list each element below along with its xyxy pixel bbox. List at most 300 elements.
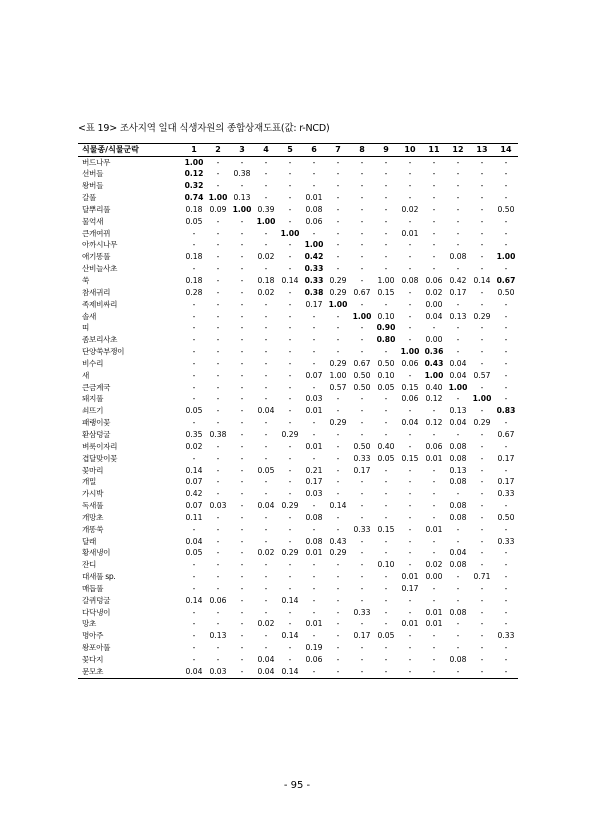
value-cell: - (504, 572, 508, 582)
value-cell: - (408, 370, 412, 380)
value-cell: - (504, 560, 508, 570)
value-cell: - (288, 358, 292, 368)
value-cell: - (240, 252, 244, 262)
value-cell: - (216, 489, 220, 499)
value-cell: - (480, 358, 484, 368)
value-cell: 0.83 (496, 406, 516, 416)
value-cell: 0.03 (305, 394, 323, 404)
value-cell: - (264, 382, 268, 392)
species-name-cell: 황새냉이 (82, 548, 111, 558)
value-cell: - (432, 228, 436, 238)
value-cell: - (288, 287, 292, 297)
value-cell: 0.29 (329, 548, 347, 558)
value-cell: - (360, 418, 364, 428)
value-cell: 0.14 (281, 276, 299, 285)
value-cell: - (360, 335, 364, 345)
value-cell: - (288, 335, 292, 345)
value-cell: - (216, 323, 220, 333)
value-cell: - (384, 607, 388, 617)
page-number: - 95 - (283, 780, 311, 791)
value-cell: - (350, 666, 374, 678)
table-body (78, 157, 518, 679)
value-cell: 0.04 (425, 311, 443, 321)
value-cell: 0.12 (184, 169, 204, 179)
value-cell: 0.01 (425, 453, 443, 463)
table-row (78, 311, 518, 323)
value-cell: - (384, 406, 388, 416)
value-cell: - (312, 595, 316, 605)
value-cell: - (480, 216, 484, 226)
species-name-cell: 패랭이꽃 (82, 418, 111, 428)
value-cell: 0.09 (209, 204, 227, 214)
value-cell: 0.06 (425, 441, 443, 451)
value-cell: - (216, 441, 220, 451)
value-cell: - (336, 216, 340, 226)
value-cell: - (288, 572, 292, 582)
value-cell: 0.18 (185, 276, 203, 285)
value-cell: 0.08 (449, 607, 467, 617)
value-cell: - (360, 323, 364, 333)
table-row (78, 157, 518, 169)
value-cell: - (288, 240, 292, 250)
column-header-3: 3 (230, 144, 254, 157)
value-cell: - (312, 453, 316, 463)
value-cell: - (408, 252, 412, 262)
value-cell: - (408, 299, 412, 309)
value-cell: 0.67 (496, 276, 516, 285)
value-cell: - (432, 583, 436, 593)
value-cell: 0.39 (257, 204, 275, 214)
value-cell: - (432, 489, 436, 499)
value-cell: 0.12 (425, 394, 443, 404)
value-cell: 0.06 (425, 276, 443, 285)
species-name-cell: 버드나무 (82, 157, 111, 167)
species-name-cell: 겹달맞이꽃 (82, 453, 118, 463)
value-cell: - (384, 477, 388, 487)
value-cell: - (264, 441, 268, 451)
value-cell: - (408, 607, 412, 617)
table-row (78, 536, 518, 548)
value-cell: - (240, 287, 244, 297)
table-row (78, 595, 518, 607)
value-cell: - (504, 240, 508, 250)
value-cell: - (240, 347, 244, 357)
value-cell: - (504, 358, 508, 368)
value-cell: - (240, 418, 244, 428)
value-cell: - (216, 607, 220, 617)
value-cell: 0.04 (257, 655, 275, 664)
value-cell: - (480, 323, 484, 333)
value-cell: 0.33 (353, 524, 371, 534)
value-cell: - (360, 276, 364, 285)
table-row (78, 418, 518, 430)
value-cell: - (432, 512, 436, 522)
table-row (78, 548, 518, 560)
value-cell: - (216, 536, 220, 546)
value-cell: - (456, 524, 460, 534)
value-cell: - (192, 358, 196, 368)
value-cell: - (240, 512, 244, 522)
value-cell: - (384, 572, 388, 582)
value-cell: - (240, 264, 244, 274)
value-cell: 0.02 (401, 204, 419, 214)
value-cell: 1.00 (208, 193, 228, 203)
value-cell: 0.67 (497, 429, 515, 439)
value-cell: - (264, 181, 268, 191)
species-name-cell: 대새풀 sp. (82, 572, 116, 582)
column-header-14: 14 (494, 144, 518, 157)
value-cell: 1.00 (352, 311, 372, 321)
value-cell: 0.01 (425, 524, 443, 534)
value-cell: - (408, 441, 412, 451)
value-cell: - (312, 631, 316, 641)
table-row (78, 252, 518, 264)
value-cell: 0.14 (185, 595, 203, 605)
value-cell: 0.06 (305, 655, 323, 664)
value-cell: 1.00 (496, 252, 516, 262)
value-cell: - (336, 560, 340, 570)
table-row (78, 169, 518, 181)
value-cell: - (480, 406, 484, 416)
table-row (78, 512, 518, 524)
value-cell: - (408, 655, 412, 664)
value-cell: - (360, 157, 364, 167)
value-cell: 0.04 (257, 501, 275, 511)
value-cell: - (360, 181, 364, 191)
value-cell: 1.00 (184, 157, 204, 167)
value-cell: - (312, 311, 316, 321)
value-cell: - (192, 643, 196, 653)
value-cell: - (240, 465, 244, 475)
value-cell: - (312, 157, 316, 167)
value-cell: - (408, 429, 412, 439)
value-cell: - (480, 619, 484, 629)
value-cell: 0.15 (401, 382, 419, 392)
value-cell: - (336, 406, 340, 416)
value-cell: - (216, 382, 220, 392)
value-cell: - (288, 299, 292, 309)
value-cell: 0.29 (473, 311, 491, 321)
value-cell: - (216, 276, 220, 285)
table-row (78, 193, 518, 205)
value-cell: - (264, 453, 268, 463)
value-cell: - (456, 204, 460, 214)
species-name-cell: 벼룩이자리 (82, 441, 118, 451)
value-cell: - (240, 560, 244, 570)
value-cell: - (216, 169, 220, 179)
value-cell: - (216, 216, 220, 226)
value-cell: 0.10 (377, 560, 395, 570)
table-row (78, 560, 518, 572)
value-cell: - (432, 548, 436, 558)
species-name-cell: 돼지풀 (82, 394, 104, 404)
value-cell: - (504, 193, 508, 203)
value-cell: - (240, 406, 244, 416)
value-cell: - (264, 347, 268, 357)
value-cell: - (504, 394, 508, 404)
value-cell: 0.35 (185, 429, 203, 439)
table-row (78, 583, 518, 595)
value-cell: - (264, 323, 268, 333)
value-cell: 0.10 (377, 370, 395, 380)
value-cell: 0.02 (185, 441, 203, 451)
value-cell: - (302, 666, 326, 678)
value-cell: - (336, 347, 340, 357)
value-cell: - (240, 370, 244, 380)
value-cell: - (360, 583, 364, 593)
value-cell: - (240, 276, 244, 285)
value-cell: 0.50 (353, 382, 371, 392)
value-cell: - (480, 287, 484, 297)
value-cell: - (288, 169, 292, 179)
value-cell: - (240, 181, 244, 191)
value-cell: - (360, 512, 364, 522)
value-cell: - (456, 489, 460, 499)
column-header-10: 10 (398, 144, 422, 157)
value-cell: 0.17 (449, 287, 467, 297)
value-cell: - (216, 465, 220, 475)
value-cell: 0.05 (377, 631, 395, 641)
value-cell: - (384, 595, 388, 605)
value-cell: - (288, 394, 292, 404)
value-cell: - (264, 560, 268, 570)
value-cell: - (480, 465, 484, 475)
value-cell: - (408, 465, 412, 475)
value-cell: - (216, 643, 220, 653)
table-row (78, 607, 518, 619)
value-cell: - (504, 311, 508, 321)
value-cell: - (480, 536, 484, 546)
value-cell: - (288, 311, 292, 321)
value-cell: - (264, 394, 268, 404)
value-cell: - (432, 216, 436, 226)
value-cell: - (192, 631, 196, 641)
table-row (78, 477, 518, 489)
value-cell: - (288, 204, 292, 214)
value-cell: - (374, 666, 398, 678)
value-cell: 0.36 (424, 347, 444, 357)
value-cell: - (336, 655, 340, 664)
value-cell: - (216, 311, 220, 321)
value-cell: 0.28 (185, 287, 203, 297)
value-cell: - (480, 264, 484, 274)
value-cell: - (264, 418, 268, 428)
value-cell: - (336, 252, 340, 262)
value-cell: 1.00 (232, 204, 252, 214)
value-cell: - (288, 252, 292, 262)
species-name-cell: 꽃다지 (82, 655, 104, 664)
value-cell: - (312, 418, 316, 428)
species-name-cell: 개망초 (82, 512, 104, 522)
value-cell: - (384, 193, 388, 203)
value-cell: - (216, 370, 220, 380)
column-header-species: 식물종/식물군락 (78, 144, 182, 157)
value-cell: - (480, 489, 484, 499)
table-caption: <표 19> 조사지역 일대 식생자원의 종합상재도표(값: r-NCD) (78, 123, 330, 134)
value-cell: - (360, 406, 364, 416)
value-cell: 0.07 (185, 501, 203, 511)
value-cell: 0.06 (401, 358, 419, 368)
value-cell: - (408, 323, 412, 333)
value-cell: - (288, 583, 292, 593)
value-cell: - (336, 169, 340, 179)
value-cell: 0.13 (449, 311, 467, 321)
value-cell: 0.04 (185, 536, 203, 546)
value-cell: - (432, 655, 436, 664)
value-cell: 0.05 (185, 406, 203, 416)
value-cell: 0.08 (449, 655, 467, 664)
value-cell: 0.13 (449, 465, 467, 475)
value-cell: 0.33 (497, 631, 515, 641)
value-cell: 0.71 (473, 572, 491, 582)
value-cell: - (360, 429, 364, 439)
value-cell: 0.33 (353, 453, 371, 463)
value-cell: 0.01 (425, 607, 443, 617)
value-cell: - (360, 347, 364, 357)
value-cell: - (456, 347, 460, 357)
value-cell: 0.01 (305, 619, 323, 629)
value-cell: - (384, 536, 388, 546)
value-cell: 0.08 (401, 276, 419, 285)
value-cell: - (504, 335, 508, 345)
value-cell: - (432, 169, 436, 179)
value-cell: 0.02 (257, 619, 275, 629)
value-cell: - (408, 169, 412, 179)
value-cell: - (504, 548, 508, 558)
value-cell: - (264, 631, 268, 641)
table-row (78, 358, 518, 370)
table-row (78, 406, 518, 418)
value-cell: - (312, 560, 316, 570)
value-cell: - (384, 501, 388, 511)
value-cell: - (288, 465, 292, 475)
value-cell: - (336, 240, 340, 250)
value-cell: - (240, 335, 244, 345)
value-cell: - (360, 548, 364, 558)
value-cell: - (216, 572, 220, 582)
value-cell: - (240, 477, 244, 487)
value-cell: - (408, 631, 412, 641)
value-cell: - (446, 666, 470, 678)
value-cell: 0.03 (209, 501, 227, 511)
table-row (78, 429, 518, 441)
value-cell: 0.29 (473, 418, 491, 428)
species-name-cell: 매듭풀 (82, 583, 104, 593)
value-cell: 0.06 (305, 216, 323, 226)
table-row (78, 572, 518, 584)
value-cell: - (494, 666, 518, 678)
value-cell: - (504, 418, 508, 428)
value-cell: - (192, 560, 196, 570)
value-cell: 0.14 (278, 666, 302, 678)
value-cell: - (408, 536, 412, 546)
value-cell: 0.38 (233, 169, 251, 179)
value-cell: - (504, 323, 508, 333)
value-cell: 0.10 (377, 311, 395, 321)
species-name-cell: 새 (82, 370, 90, 380)
value-cell: - (456, 572, 460, 582)
value-cell: 1.00 (472, 394, 492, 404)
value-cell: - (456, 193, 460, 203)
value-cell: 0.13 (449, 406, 467, 416)
value-cell: - (336, 572, 340, 582)
value-cell: - (504, 619, 508, 629)
value-cell: 0.08 (449, 441, 467, 451)
value-cell: 0.17 (497, 453, 515, 463)
value-cell: - (336, 181, 340, 191)
value-cell: - (456, 216, 460, 226)
value-cell: - (432, 631, 436, 641)
value-cell: - (264, 595, 268, 605)
value-cell: - (240, 548, 244, 558)
value-cell: - (288, 489, 292, 499)
value-cell: - (216, 157, 220, 167)
column-header-13: 13 (470, 144, 494, 157)
value-cell: 0.29 (329, 287, 347, 297)
value-cell: - (456, 429, 460, 439)
value-cell: - (312, 429, 316, 439)
value-cell: - (360, 572, 364, 582)
value-cell: - (240, 394, 244, 404)
value-cell: 0.29 (281, 429, 299, 439)
value-cell: - (480, 240, 484, 250)
value-cell: - (408, 501, 412, 511)
value-cell: 0.50 (497, 204, 515, 214)
species-name-cell: 족제비싸리 (82, 299, 118, 309)
value-cell: - (408, 643, 412, 653)
value-cell: - (384, 299, 388, 309)
value-cell: - (480, 512, 484, 522)
value-cell: - (216, 418, 220, 428)
value-cell: - (288, 181, 292, 191)
value-cell: - (480, 643, 484, 653)
value-cell: - (408, 560, 412, 570)
value-cell: - (480, 501, 484, 511)
value-cell: - (264, 264, 268, 274)
value-cell: - (360, 252, 364, 262)
value-cell: - (216, 583, 220, 593)
value-cell: - (240, 323, 244, 333)
value-cell: - (504, 216, 508, 226)
value-cell: - (264, 193, 268, 203)
value-cell: - (288, 406, 292, 416)
value-cell: - (288, 216, 292, 226)
value-cell: 0.33 (304, 276, 324, 285)
value-cell: - (288, 453, 292, 463)
value-cell: - (264, 311, 268, 321)
value-cell: - (264, 607, 268, 617)
value-cell: - (288, 323, 292, 333)
value-cell: - (240, 619, 244, 629)
value-cell: 0.32 (184, 181, 204, 191)
value-cell: 0.17 (353, 631, 371, 641)
value-cell: - (504, 441, 508, 451)
table-row (78, 643, 518, 655)
value-cell: - (216, 394, 220, 404)
value-cell: - (288, 524, 292, 534)
value-cell: 0.67 (353, 358, 371, 368)
value-cell: - (408, 406, 412, 416)
value-cell: 0.05 (377, 453, 395, 463)
table-row (78, 489, 518, 501)
value-cell: 0.08 (449, 560, 467, 570)
value-cell: - (240, 572, 244, 582)
value-cell: 0.13 (209, 631, 227, 641)
value-cell: - (312, 524, 316, 534)
value-cell: - (456, 323, 460, 333)
species-name-cell: 좀보리사초 (82, 335, 118, 345)
value-cell: 0.14 (473, 276, 491, 285)
